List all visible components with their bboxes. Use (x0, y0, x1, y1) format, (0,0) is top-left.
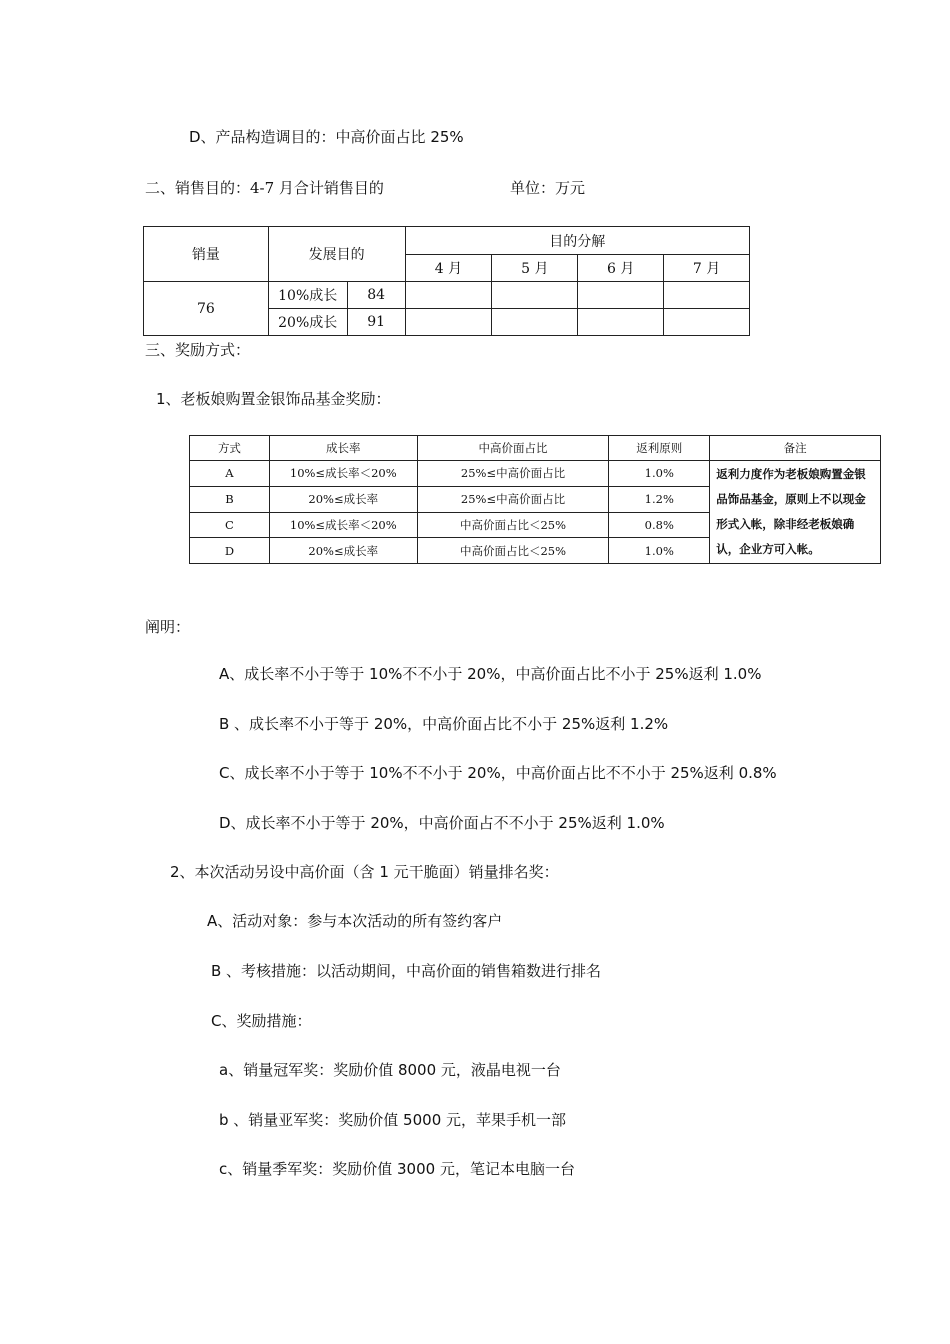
prize-third: c、销量季军奖：奖励价值 3000 元，笔记本电脑一台 (219, 1160, 575, 1178)
growth-label: 20%成长 (268, 309, 347, 336)
growth-label: 10%成长 (268, 282, 347, 309)
ratio-cell: 25%≤中高价面占比 (417, 486, 609, 512)
prize-runner-up: b 、销量亚军奖：奖励价值 5000 元，苹果手机一部 (219, 1111, 567, 1129)
table-cell (492, 282, 578, 309)
table-cell (578, 309, 664, 336)
header-dev-target: 发展目的 (268, 227, 405, 282)
growth-cell: 20%≤成长率 (269, 486, 417, 512)
reward-item1-title: 1、老板娘购置金银饰品基金奖励： (156, 390, 391, 408)
ranking-measure: B 、考核措施：以活动期间，中高价面的销售箱数进行排名 (211, 962, 602, 980)
ratio-cell: 中高价面占比＜25% (417, 512, 609, 538)
explain-line-c: C、成长率不小于等于 10%不不小于 20%，中高价面占比不不小于 25%返利 0.8% (219, 764, 777, 782)
growth-cell: 20%≤成长率 (269, 538, 417, 564)
header-month: 5 月 (492, 255, 578, 282)
explain-title: 阐明： (145, 618, 191, 636)
growth-cell: 10%≤成长率＜20% (269, 512, 417, 538)
section3-title: 三、奖励方式： (145, 341, 251, 359)
header-mid-high-ratio: 中高价面占比 (417, 436, 609, 461)
header-breakdown: 目的分解 (405, 227, 749, 255)
table-cell (664, 309, 750, 336)
header-rebate-rule: 返利原则 (609, 436, 710, 461)
growth-cell: 10%≤成长率＜20% (269, 461, 417, 487)
method-cell: A (190, 461, 270, 487)
growth-value: 91 (347, 309, 405, 336)
table-cell (664, 282, 750, 309)
rebate-cell: 1.0% (609, 538, 710, 564)
ranking-reward-title: C、奖励措施： (211, 1012, 312, 1030)
header-sales: 销量 (144, 227, 269, 282)
rebate-cell: 0.8% (609, 512, 710, 538)
ranking-target: A、活动对象：参与本次活动的所有签约客户 (207, 912, 503, 930)
table-cell (405, 282, 492, 309)
prize-champion: a、销量冠军奖：奖励价值 8000 元，液晶电视一台 (219, 1061, 561, 1079)
method-cell: D (190, 538, 270, 564)
ranking-title: 2、本次活动另设中高价面（含 1 元干脆面）销量排名奖： (170, 863, 559, 881)
ratio-cell: 中高价面占比＜25% (417, 538, 609, 564)
header-method: 方式 (190, 436, 270, 461)
growth-value: 84 (347, 282, 405, 309)
ratio-cell: 25%≤中高价面占比 (417, 461, 609, 487)
table-cell (578, 282, 664, 309)
method-cell: C (190, 512, 270, 538)
explain-line-d: D、成长率不小于等于 20%，中高价面占不不小于 25%返利 1.0% (219, 814, 665, 832)
table-cell (492, 309, 578, 336)
table-cell (405, 309, 492, 336)
product-structure-target: D、产品构造调目的：中高价面占比 25% (189, 128, 464, 146)
header-growth-rate: 成长率 (269, 436, 417, 461)
section2-unit: 单位：万元 (510, 179, 586, 197)
section2-title: 二、销售目的：4-7 月合计销售目的 (145, 179, 384, 197)
header-month: 6 月 (578, 255, 664, 282)
reward-table (189, 435, 881, 564)
note-cell: 返利力度作为老板娘购置金银品饰品基金，原则上不以现金形式入帐，除非经老板娘确认，企业方可入帐。 (710, 461, 881, 564)
header-note: 备注 (710, 436, 881, 461)
sales-target-table (143, 226, 750, 336)
explain-line-b: B 、成长率不小于等于 20%，中高价面占比不小于 25%返利 1.2% (219, 715, 669, 733)
explain-line-a: A、成长率不小于等于 10%不不小于 20%，中高价面占比不小于 25%返利 1.0% (219, 665, 762, 683)
rebate-cell: 1.0% (609, 461, 710, 487)
header-month: 4 月 (405, 255, 492, 282)
sales-value: 76 (144, 282, 269, 336)
rebate-cell: 1.2% (609, 486, 710, 512)
method-cell: B (190, 486, 270, 512)
header-month: 7 月 (664, 255, 750, 282)
